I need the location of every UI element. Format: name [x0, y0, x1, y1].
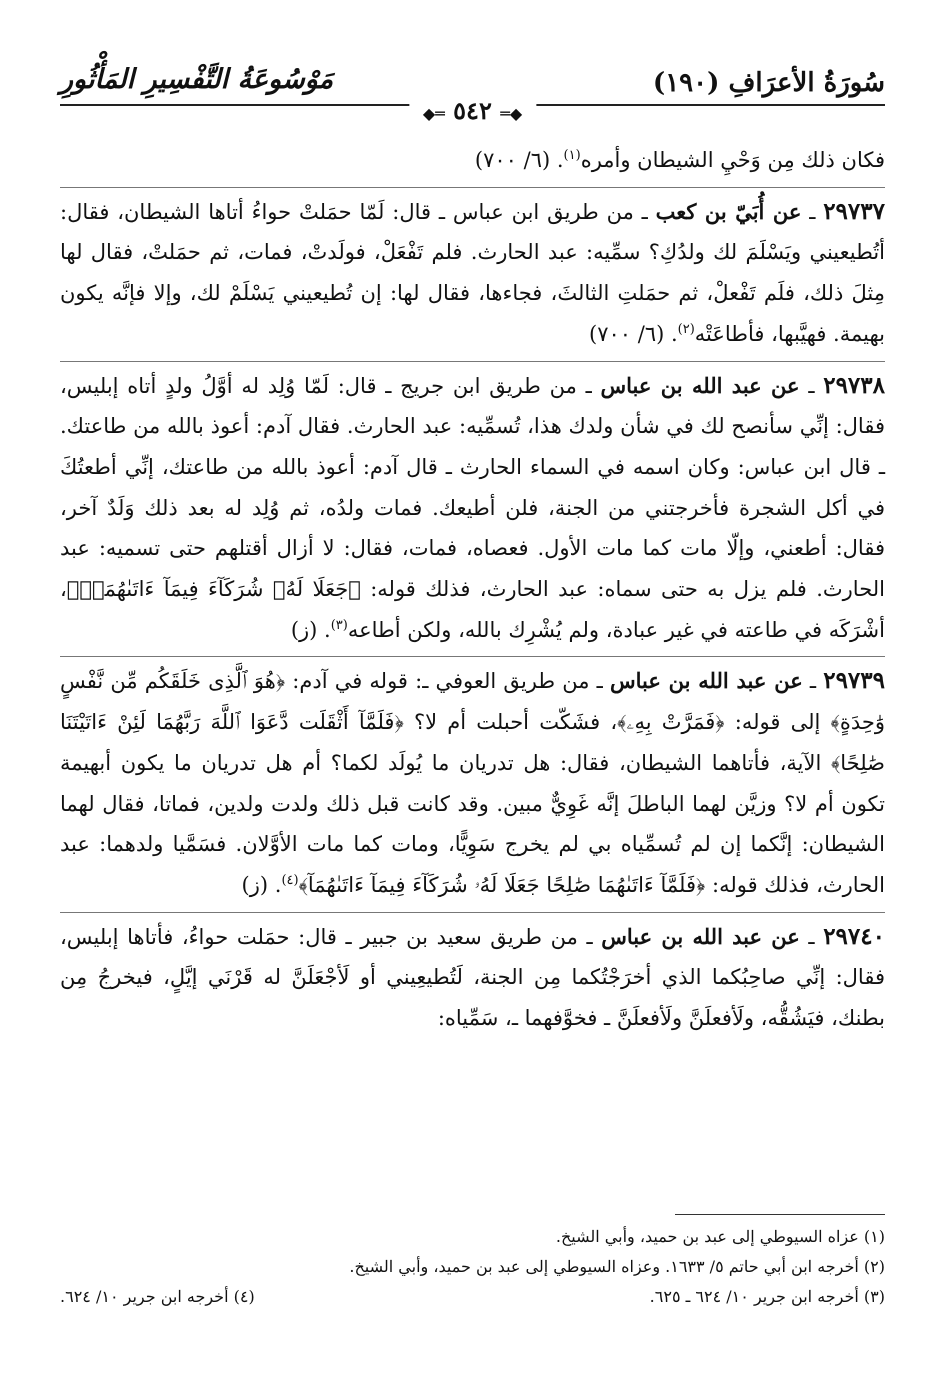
footnote-2: (٢) أخرجه ابن أبي حاتم ٥/ ١٦٣٣. وعزاه السيوطي إلى عبد بن حميد، وأبي الشيخ. [349, 1257, 885, 1276]
footnote-ref: (٤) [281, 872, 299, 888]
page-body [60, 140, 885, 1039]
page-number-box [409, 96, 536, 125]
footnote-4: (٤) أخرجه ابن جرير ١٠/ ٦٢٤. [60, 1287, 255, 1306]
footnote-ref: (١) [563, 148, 581, 163]
narration-number: ٢٩٧٣٩ [823, 667, 885, 695]
narration-text: من طريق ابن عباس ـ قال: لَمّا حمَلتْ حواءُ أتاها الشيطان، فقال: أتُطيعيني ويَسْلَمَ لك ولدُكِ؟ سمِّيه: عبد الحارث. فلم تَفْعَلْ، فولَدتْ، فمات، ثم حمَلتْ، فقال لها مِثلَ ذلك، فلَم تَفْعلْ، ثم حمَلتِ الثالثَ، فجاءها، فقال لها: إن تُطيعيني يَسْلَمْ لك، وإلا فإنَّه يكون بهيمة. فهيَّبها، فأطاعَتْه [60, 199, 885, 346]
narration-number: ٢٩٧٣٨ [823, 371, 885, 399]
footnote-3: (٣) أخرجه ابن جرير ١٠/ ٦٢٤ ـ ٦٢٥. [649, 1287, 885, 1306]
narration-text: من طريق العوفي ـ: قوله في آدم: ﴿هُوَ ٱلَّذِى خَلَقَكُم مِّن نَّفْسٍ وَٰحِدَةٍ﴾ إلى قوله: ﴿فَمَرَّتْ بِهِۦ﴾، فشَكّت أحبلت أم لا؟ ﴿فَلَمَّآ أَثْقَلَت دَّعَوَا ٱللَّهَ رَبَّهُمَا لَئِنْ ءَاتَيْتَنَا صَٰلِحًا﴾ الآية، فأتاهما الشيطان، فقال: هل تدريان ما يُولَد لكما؟ أم هل تدريان ما يكون أبهيمة تكون أم لا؟ وزيَّن لهما الباطلَ إنَّه غَوِيٌّ مبين. وقد كانت قبل ذلك ولدت ولدين، فماتا، فقال لهما الشيطان: إنَّكما إن لم تُسمِّياه بي لم يخرج سَوِيًّا، ومات كما مات الأوَّلان. فسَمَّيا ولدهما: عبد الحارث، فذلك قوله: ﴿فَلَمَّآ ءَاتَىٰهُمَا صَٰلِحًا جَعَلَا لَهُۥ شُرَكَآءَ فِيمَآ ءَاتَىٰهُمَآ﴾ [60, 669, 885, 897]
right-ornament-icon: ═◆ [422, 104, 445, 123]
narration-number: ٢٩٧٤٠ [823, 922, 885, 950]
left-ornament-icon: ◆═ [500, 104, 523, 123]
narration-text: من طريق سعيد بن جبير ـ قال: حمَلت حواءُ، فأتاها إبليس، فقال: إنِّي صاحِبُكما الذي أخرَجْتُكما مِن الجنة، لَتُطيعِيني أو لَأجْعَلَنَّ له قَرْنَي إيَّلٍ، فيخرجُ مِن بطنك، فيَشُقُّه، ولَأفعلَنَّ ولَأفعلَنَّ ـ فخوَّفهما ـ، سَمِّياه: [60, 924, 885, 1031]
footnotes [60, 1222, 885, 1312]
page-number: ٥٤٢ [453, 96, 492, 125]
book-title: مَوْسُوعَةُ التَّفْسِيرِ المَأْثُورِ [60, 64, 334, 95]
footnote-ref: (٣) [330, 617, 348, 633]
narrator-name: عن عبد الله بن عباس [601, 923, 800, 949]
narration-29740: ٢٩٧٤٠ ـ عن عبد الله بن عباس ـ من طريق سعيد بن جبير ـ قال: حمَلت حواءُ، فأتاها إبليس، فقال: إنِّي صاحِبُكما الذي أخرَجْتُكما مِن الجنة، لَتُطيعِيني أو لَأجْعَلَنَّ له قَرْنَي إيَّلٍ، فيخرجُ مِن بطنك، فيَشُقُّه، ولَأفعلَنَّ ولَأفعلَنَّ ـ فخوَّفهما ـ، سَمِّياه: [60, 912, 885, 1039]
narration-29738: ٢٩٧٣٨ ـ عن عبد الله بن عباس ـ من طريق ابن جريج ـ قال: لَمّا وُلِد له أوَّلُ ولدٍ أتاه إبليس، فقال: إنِّي سأنصح لك في شأن ولدك هذا، تُسمِّيه: عبد الحارث. فقال آدم: أعوذ بالله من طاعتك. ـ قال ابن عباس: وكان اسمه في السماء الحارث ـ قال آدم: أعوذ بالله من طاعتك، إنِّي أطعتُكَ في أكل الشجرة فأخرجتني من الجنة، فلن أطيعك. فمات ولدُه، ثم وُلِد له بعد ذلك وَلَدٌ آخر، فقال: أطعني، وإلّا مات كما مات الأول. فعصاه، فمات، فقال: لا أزال أقتلهم حتى تسميه: عبد الحارث. فلم يزل به حتى سماه: عبد الحارث، فذلك قوله: ﴿جَعَلَا لَهُۥ شُرَكَآءَ فِيمَآ ءَاتَىٰهُمَآۚ﴾، أشْرَكَه في طاعته في غير عبادة، ولم يُشْرِك بالله، ولكن أطاعه$^{(٣)}$. (ز) [60, 361, 885, 651]
footnote-1: (١) عزاه السيوطي إلى عبد بن حميد، وأبي الشيخ. [555, 1227, 885, 1246]
footnote-separator [675, 1214, 885, 1215]
narrator-name: عن أُبَيّ بن كعب [655, 198, 802, 224]
narration-29739: ٢٩٧٣٩ ـ عن عبد الله بن عباس ـ من طريق العوفي ـ: قوله في آدم: ﴿هُوَ ٱلَّذِى خَلَقَكُم مِّن نَّفْسٍ وَٰحِدَةٍ﴾ إلى قوله: ﴿فَمَرَّتْ بِهِۦ﴾، فشَكّت أحبلت أم لا؟ ﴿فَلَمَّآ أَثْقَلَت دَّعَوَا ٱللَّهَ رَبَّهُمَا لَئِنْ ءَاتَيْتَنَا صَٰلِحًا﴾ الآية، فأتاهما الشيطان، فقال: هل تدريان ما يُولَد لكما؟ أم هل تدريان ما يكون أبهيمة تكون أم لا؟ وزيَّن لهما الباطلَ إنَّه غَوِيٌّ مبين. وقد كانت قبل ذلك ولدت ولدين، فماتا، فقال لهما الشيطان: إنَّكما إن لم تُسمِّياه بي لم يخرج سَوِيًّا، ومات كما مات الأوَّلان. فسَمَّيا ولدهما: عبد الحارث، فذلك قوله: ﴿فَلَمَّآ ءَاتَىٰهُمَا صَٰلِحًا جَعَلَا لَهُۥ شُرَكَآءَ فِيمَآ ءَاتَىٰهُمَآ﴾$^{(٤)}$. (ز) [60, 656, 885, 905]
footnote-row [60, 1282, 885, 1312]
footnote-ref: (٢) [677, 321, 695, 337]
surah-title: سُورَةُ الأعرَافِ (١٩٠) [652, 68, 885, 98]
paragraph-continuation: فكان ذلك مِن وَحْيِ الشيطان وأمره$^{(١)}$. (٦/ ٧٠٠) [474, 148, 885, 172]
narrator-name: عن عبد الله بن عباس [600, 372, 800, 398]
narrator-name: عن عبد الله بن عباس [609, 668, 803, 694]
narration-text: من طريق ابن جريج ـ قال: لَمّا وُلِد له أوَّلُ ولدٍ أتاه إبليس، فقال: إنِّي سأنصح لك في شأن ولدك هذا، تُسمِّيه: عبد الحارث. فقال آدم: أعوذ بالله من طاعتك. ـ قال ابن عباس: وكان اسمه في السماء الحارث ـ قال آدم: أعوذ بالله من طاعتك، إنِّي أطعتُكَ في أكل الشجرة فأخرجتني من الجنة، فلن أطيعك. فمات ولدُه، ثم وُلِد له بعد ذلك وَلَدٌ آخر، فقال: أطعني، وإلّا مات كما مات الأول. فعصاه، فمات، فقال: لا أزال أقتلهم حتى تسميه: عبد الحارث. فلم يزل به حتى سماه: عبد الحارث، فذلك قوله: ﴿جَعَلَا لَهُۥ شُرَكَآءَ فِيمَآ ءَاتَىٰهُمَآۚ﴾، أشْرَكَه في طاعته في غير عبادة، ولم يُشْرِك بالله، ولكن أطاعه [60, 373, 885, 642]
narration-29737: ٢٩٧٣٧ ـ عن أُبَيّ بن كعب ـ من طريق ابن عباس ـ قال: لَمّا حمَلتْ حواءُ أتاها الشيطان، فقال: أتُطيعيني ويَسْلَمَ لك ولدُكِ؟ سمِّيه: عبد الحارث. فلم تَفْعَلْ، فولَدتْ، فمات، ثم حمَلتْ، فقال لها مِثلَ ذلك، فلَم تَفْعلْ، ثم حمَلتِ الثالثَ، فجاءها، فقال لها: إن تُطيعيني يَسْلَمْ لك، وإلا فإنَّه يكون بهيمة. فهيَّبها، فأطاعَتْه$^{(٢)}$. (٦/ ٧٠٠) [60, 187, 885, 355]
narration-number: ٢٩٧٣٧ [823, 197, 885, 225]
